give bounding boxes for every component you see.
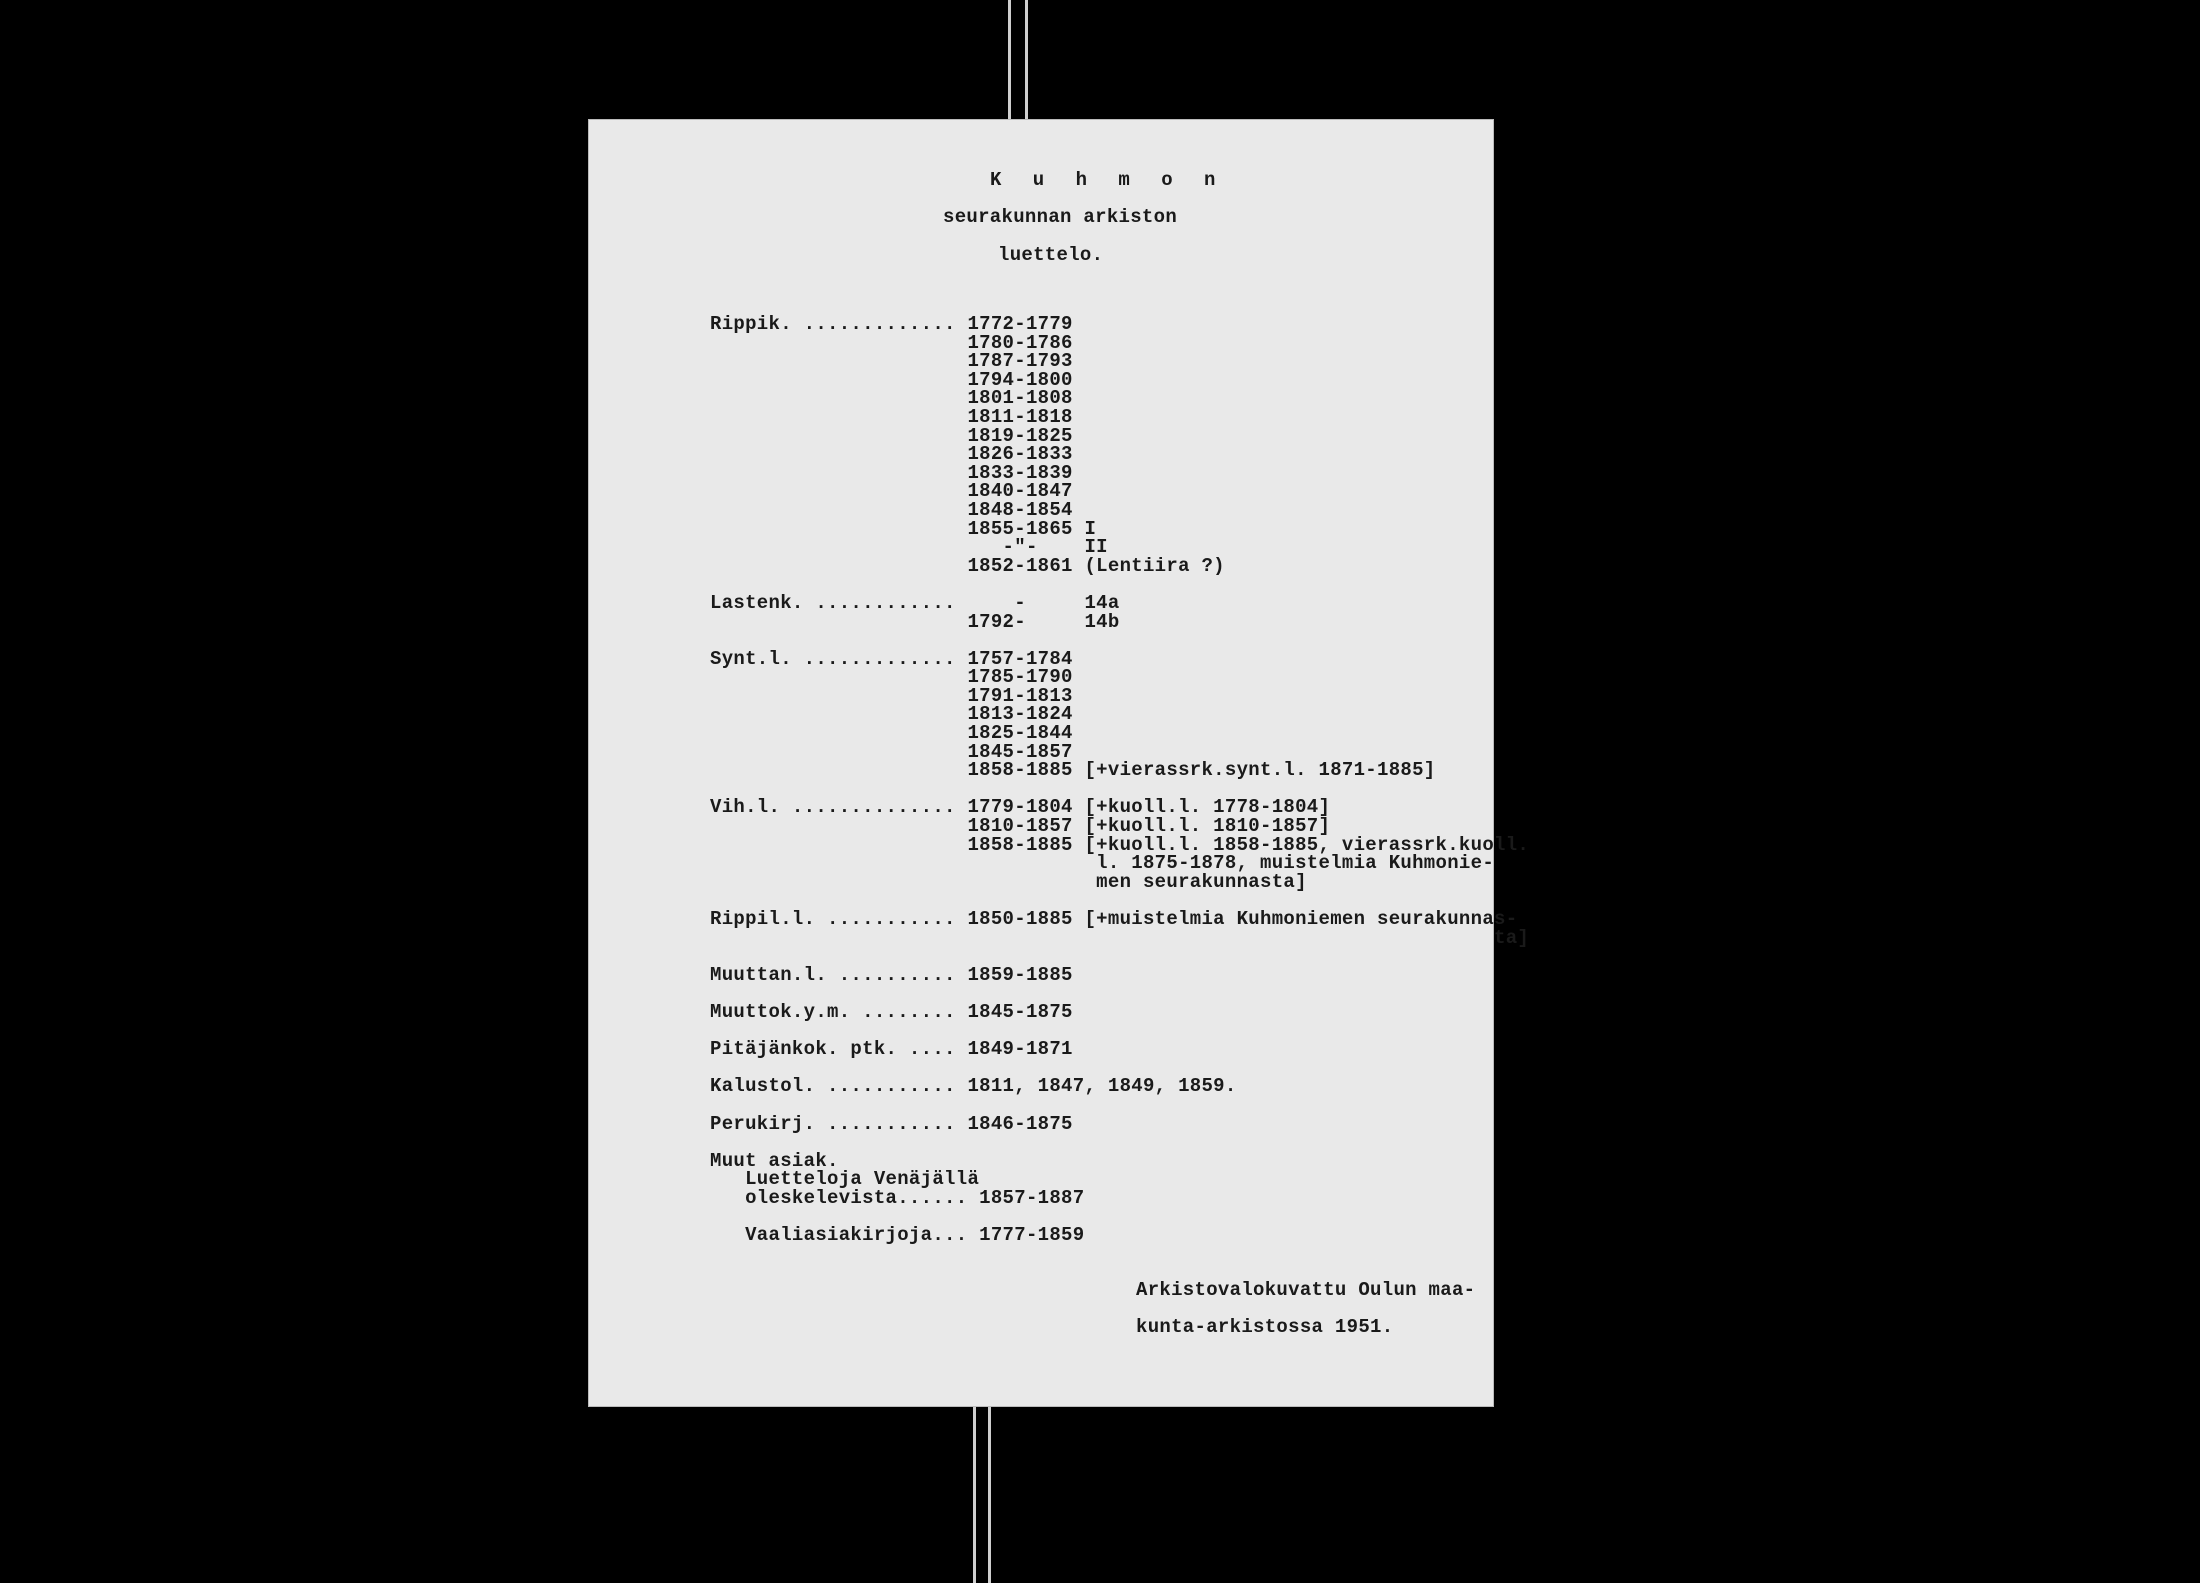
footer-note: Arkistovalokuvattu Oulun maa- kunta-arkistossa 1951. [1136, 1279, 1476, 1339]
archive-listing: Rippik. ............. 1772-1779 1780-1786 1787-1793 1794-1800 1801-1808 1811-1818 1819-1825 1826-1833 1833-1839 1840-1847 1848-1854 1855-1865 I -"- II 1852-1861 (Lentiira ?) Lastenk. ............ - 14a 1792- 14b Synt.l. ............. 1757-1784 1785-1790 1791-1813 1813-1824 1825-1844 1845-1857 1858-1885 [+vierassrk.synt.l. 1871-1885] Vih.l. .............. 1779-1804 [+kuoll.l. 1778-1804] 1810-1857 [+kuoll.l. 1810-1857] 1858-1885 [+kuoll.l. 1858-1885, vierassrk.kuoll. l. 1875-1878, muistelmia Kuhmonie- men seurakunnasta] Rippil.l. ........... 1850-1885 [+muistelmia Kuhmoniemen seurakunnas- ta] Muuttan.l. .......... 1859-1885 Muuttok.y.m. ........ 1845-1875 Pitäjänkok. ptk. .... 1849-1871 Kalustol. ........... 1811, 1847, 1849, 1859. Perukirj. ........... 1846-1875 Muut asiak. Luetteloja Venäjällä oleskelevista...... 1857-1887 Vaaliasiakirjoja... 1777-1859 [710, 313, 1530, 1247]
film-strap-top-left [1008, 0, 1011, 122]
page-subtitle-2: luettelo. [998, 244, 1104, 266]
page-title: K u h m o n [990, 169, 1226, 191]
film-strap-top-right [1025, 0, 1028, 122]
archive-page [588, 119, 1530, 1407]
page-subtitle: seurakunnan arkiston [943, 206, 1178, 228]
film-strap-bottom-left [973, 1400, 976, 1583]
film-strap-bottom-right [988, 1400, 991, 1583]
